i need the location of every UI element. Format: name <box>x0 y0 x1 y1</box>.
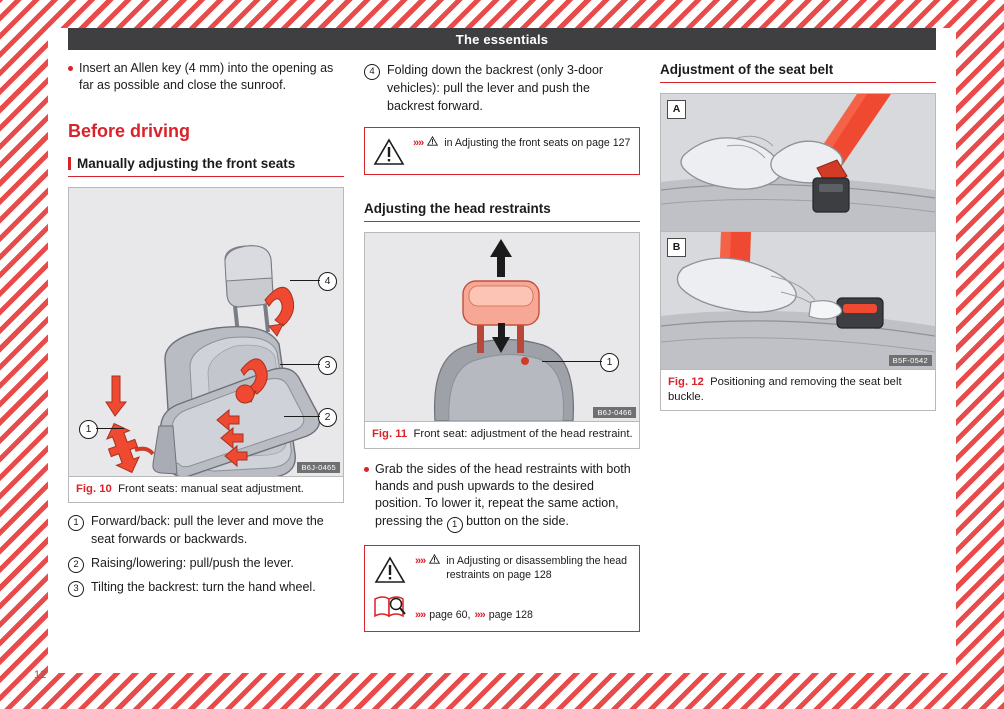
figure-10-caption-text: Front seats: manual seat adjustment. <box>118 482 304 495</box>
intro-bullet: Insert an Allen key (4 mm) into the opening as far as possible and close the sunroof. <box>68 60 344 95</box>
item-number: 4 <box>364 64 380 80</box>
warning-triangle-icon <box>373 138 405 166</box>
mini-warning-triangle-icon <box>429 554 440 564</box>
seat-adjust-item-list <box>68 513 344 597</box>
warning-icons <box>373 554 407 620</box>
column-right <box>660 60 936 632</box>
reference-page-60[interactable]: page 60, <box>429 609 471 622</box>
seatbelt-buckle-insert-illustration <box>661 94 935 231</box>
reference-page-128[interactable]: page 128 <box>488 609 533 622</box>
figure-10-callout-4: 4 <box>318 272 337 291</box>
item-text: Tilting the backrest: turn the hand wheel. <box>91 579 316 594</box>
note-text: in Adjusting or disassembling the head restraints on page 128 <box>446 554 628 581</box>
figure-10-callout-1: 1 <box>79 420 98 439</box>
figure-11-lead-1 <box>542 361 602 362</box>
chevron-icon: »» <box>413 137 424 150</box>
chevron-icon-2: »» <box>474 609 485 622</box>
figure-10-callout-3: 3 <box>318 356 337 375</box>
item-number: 2 <box>68 557 84 573</box>
figure-12-badge-b: B <box>667 238 686 257</box>
item-text: Raising/lowering: pull/push the lever. <box>91 555 294 570</box>
figure-11-code: B6J-0466 <box>593 407 636 418</box>
figure-11-caption <box>365 421 639 448</box>
figure-10-image <box>69 188 343 476</box>
seat-illustration <box>69 188 343 476</box>
subhead-head-restraints: Adjusting the head restraints <box>364 201 640 222</box>
seatbelt-buckle-release-illustration <box>661 232 935 369</box>
figure-12-badge-a: A <box>667 100 686 119</box>
figure-12 <box>660 93 936 411</box>
figure-12-code: B5F-0542 <box>889 355 932 366</box>
note-line <box>413 136 631 151</box>
figure-10-label: Fig. 10 <box>76 482 112 495</box>
subhead-seat-belt-adjust: Adjustment of the seat belt <box>660 62 936 83</box>
figure-12-label: Fig. 12 <box>668 376 704 388</box>
list-item <box>68 579 344 597</box>
figure-10-code: B6J-0465 <box>297 462 340 473</box>
item-text: Folding down the backrest (only 3-door vehicles): pull the lever and push the backrest forward. <box>387 63 604 113</box>
list-item-4 <box>364 62 640 115</box>
bullet-text-a: Grab the sides of the head restraints with both hands and push upwards to the desired position. To lower it, repeat the same action, pressing the <box>375 461 631 528</box>
list-item <box>68 555 344 573</box>
item-text: Forward/back: pull the lever and move the seat forwards or backwards. <box>91 514 324 546</box>
warning-triangle-icon <box>374 556 406 584</box>
section-title-before-driving: Before driving <box>68 120 191 141</box>
figure-12-panel-a <box>661 94 935 232</box>
warning-box-front-seats <box>364 127 640 175</box>
document-page <box>34 28 956 681</box>
note-line-references <box>415 608 631 623</box>
warning-icons <box>373 136 405 166</box>
subhead-manual-seat-adjust: Manually adjusting the front seats <box>68 156 344 177</box>
mini-warning-triangle-icon <box>427 136 438 146</box>
inline-callout-1: 1 <box>447 517 463 533</box>
figure-10 <box>68 187 344 504</box>
warning-text-block <box>413 136 631 151</box>
bullet-text-b: button on the side. <box>466 513 569 528</box>
head-restraint-illustration <box>365 233 639 421</box>
figure-10-callout-2: 2 <box>318 408 337 427</box>
figure-11-image <box>365 233 639 421</box>
figure-11-callout-1: 1 <box>600 353 619 372</box>
item-number: 3 <box>68 581 84 597</box>
figure-11-label: Fig. 11 <box>372 428 408 441</box>
head-restraint-bullet <box>364 461 640 533</box>
column-left <box>68 60 344 632</box>
page-number: 12 <box>34 669 47 681</box>
figure-11 <box>364 232 640 449</box>
warning-text-block <box>415 554 631 623</box>
page-columns <box>68 60 936 632</box>
figure-12-caption <box>661 369 935 410</box>
column-middle <box>364 60 640 632</box>
figure-10-lead-2 <box>284 416 320 417</box>
figure-12-caption-text: Positioning and removing the seat belt buckle. <box>668 376 902 403</box>
figure-10-lead-3 <box>280 364 320 365</box>
page-header: The essentials <box>68 28 936 50</box>
figure-12-panel-b <box>661 232 935 369</box>
manual-book-magnifier-icon <box>373 594 407 620</box>
note-line <box>415 554 631 583</box>
list-item <box>68 513 344 549</box>
figure-10-caption <box>69 476 343 503</box>
chevron-icon: »» <box>415 554 426 567</box>
item-number: 1 <box>68 515 84 531</box>
figure-10-lead-4 <box>290 280 320 281</box>
figure-11-caption-text: Front seat: adjustment of the head restraint. <box>413 428 633 441</box>
note-text: in Adjusting the front seats on page 127 <box>444 137 631 150</box>
chevron-icon: »» <box>415 609 426 622</box>
warning-box-head-restraints <box>364 545 640 632</box>
figure-10-lead-1 <box>96 428 124 429</box>
